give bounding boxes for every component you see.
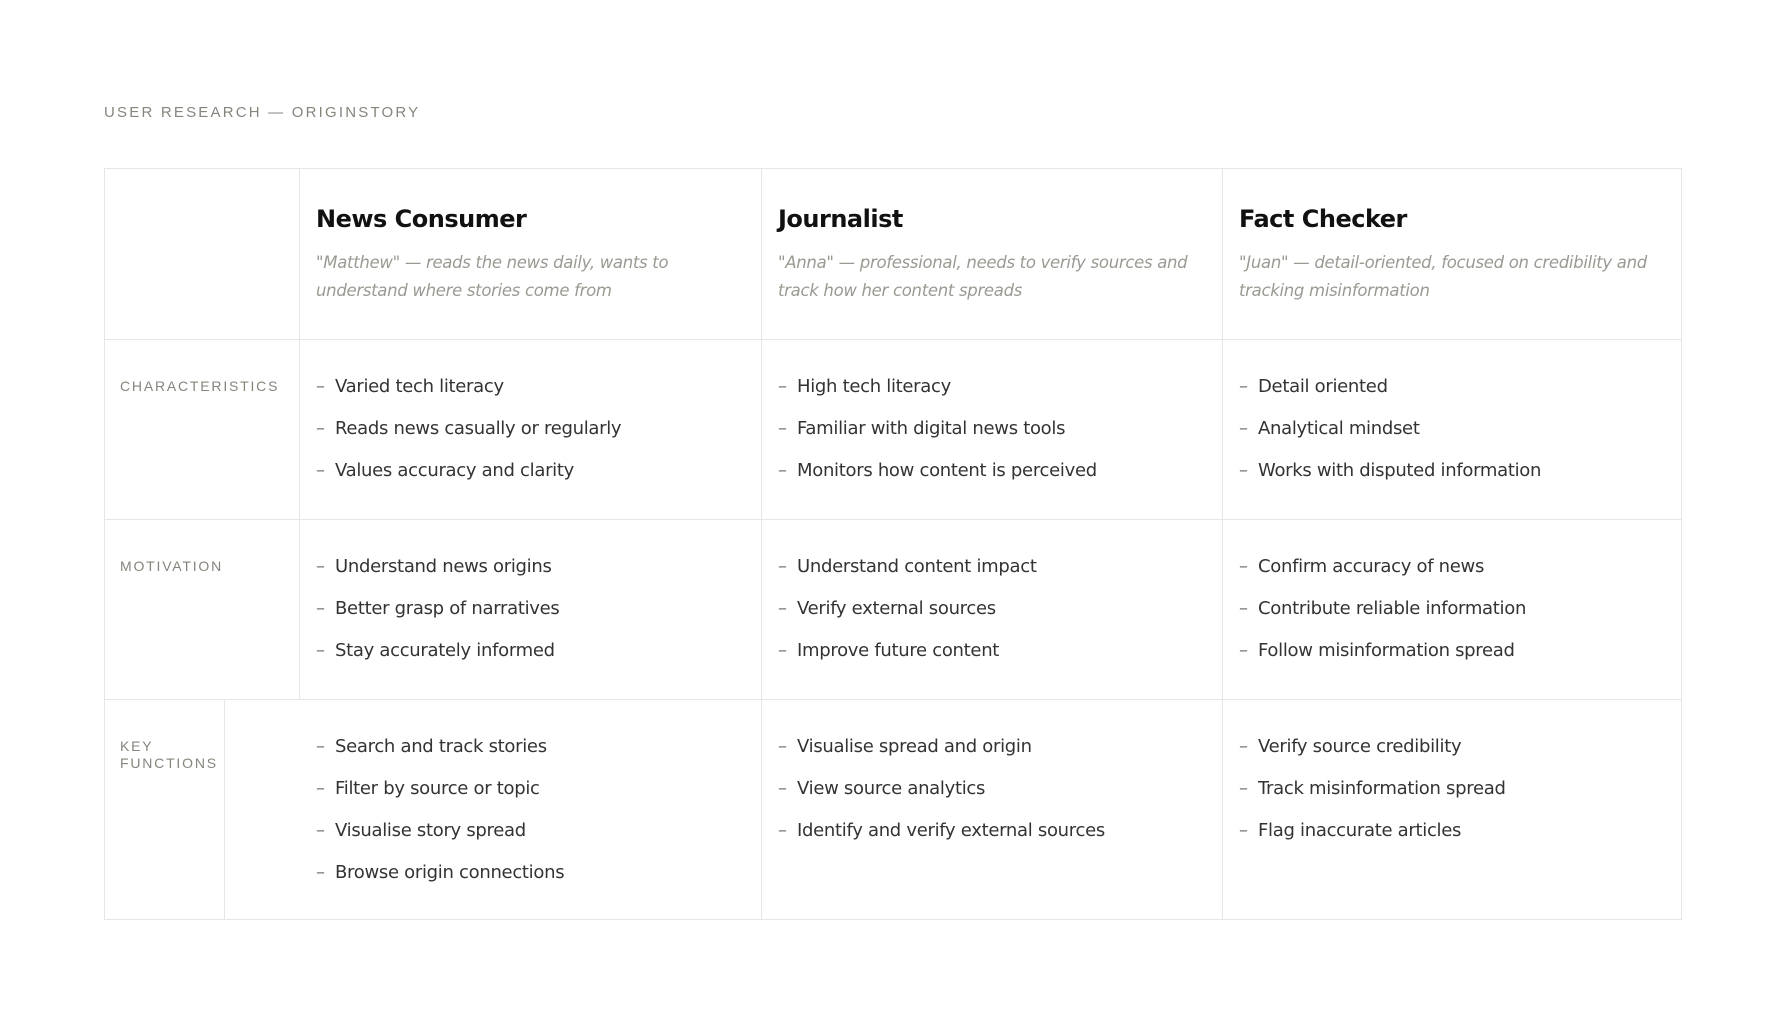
dash-bullet-icon: – bbox=[1239, 598, 1248, 619]
dash-bullet-icon: – bbox=[1239, 460, 1248, 481]
dash-bullet-icon: – bbox=[316, 460, 325, 481]
dash-bullet-icon: – bbox=[316, 736, 325, 757]
cell-motivation-journalist bbox=[762, 520, 1223, 700]
list-item-text: Confirm accuracy of news bbox=[1258, 556, 1485, 577]
list-item bbox=[316, 862, 745, 884]
dash-bullet-icon: – bbox=[778, 598, 787, 619]
list-item bbox=[316, 376, 745, 398]
cell-characteristics-fact-checker bbox=[1223, 340, 1681, 520]
list-item-text: Verify external sources bbox=[797, 598, 996, 619]
list-item bbox=[1239, 418, 1665, 440]
list-item bbox=[1239, 778, 1665, 800]
list-item-text: Improve future content bbox=[797, 640, 1000, 661]
dash-bullet-icon: – bbox=[1239, 820, 1248, 841]
cell-characteristics-journalist bbox=[762, 340, 1223, 520]
persona-description: "Juan" — detail-oriented, focused on credibility and tracking misinformation bbox=[1239, 253, 1647, 300]
list-item bbox=[1239, 820, 1665, 842]
list-item-text: Familiar with digital news tools bbox=[797, 418, 1066, 439]
list-item bbox=[316, 418, 745, 440]
list-item bbox=[316, 820, 745, 842]
persona-header-journalist bbox=[762, 169, 1223, 340]
dash-bullet-icon: – bbox=[778, 778, 787, 799]
dash-bullet-icon: – bbox=[778, 736, 787, 757]
list-item bbox=[316, 736, 745, 758]
list-item bbox=[778, 820, 1206, 842]
list-item-text: Understand news origins bbox=[335, 556, 552, 577]
cell-key-functions-fact-checker bbox=[1223, 700, 1681, 919]
list-item bbox=[1239, 736, 1665, 758]
list-item bbox=[778, 598, 1206, 620]
persona-description: "Matthew" — reads the news daily, wants to understand where stories come from bbox=[316, 253, 669, 300]
cell-key-functions-news-consumer bbox=[300, 700, 762, 919]
list-item-text: Detail oriented bbox=[1258, 376, 1388, 397]
row-label-text: KEY FUNCTIONS bbox=[120, 738, 218, 771]
list-item-text: Values accuracy and clarity bbox=[335, 460, 574, 481]
dash-bullet-icon: – bbox=[316, 778, 325, 799]
dash-bullet-icon: – bbox=[778, 820, 787, 841]
list-item-text: Stay accurately informed bbox=[335, 640, 555, 661]
list-item bbox=[1239, 460, 1665, 482]
list-item-text: Better grasp of narratives bbox=[335, 598, 560, 619]
list-item-text: High tech literacy bbox=[797, 376, 951, 397]
list-item-text: Verify source credibility bbox=[1258, 736, 1462, 757]
list-item bbox=[316, 556, 745, 578]
dash-bullet-icon: – bbox=[778, 460, 787, 481]
list-item-text: Visualise story spread bbox=[335, 820, 526, 841]
list-item bbox=[1239, 640, 1665, 662]
persona-title: Journalist bbox=[778, 205, 903, 233]
cell-motivation-news-consumer bbox=[300, 520, 762, 700]
list-item bbox=[316, 640, 745, 662]
persona-title: Fact Checker bbox=[1239, 205, 1407, 233]
empty-corner-cell bbox=[105, 169, 300, 340]
dash-bullet-icon: – bbox=[1239, 376, 1248, 397]
list-item bbox=[778, 556, 1206, 578]
list-item-text: Works with disputed information bbox=[1258, 460, 1542, 481]
list-item bbox=[778, 376, 1206, 398]
dash-bullet-icon: – bbox=[1239, 556, 1248, 577]
row-label-motivation: MOTIVATION bbox=[105, 520, 300, 700]
page-eyebrow: USER RESEARCH — ORIGINSTORY bbox=[104, 104, 421, 121]
list-item bbox=[316, 598, 745, 620]
list-item bbox=[778, 418, 1206, 440]
dash-bullet-icon: – bbox=[316, 418, 325, 439]
list-item-text: Analytical mindset bbox=[1258, 418, 1420, 439]
dash-bullet-icon: – bbox=[1239, 778, 1248, 799]
row-label-characteristics: CHARACTERISTICS bbox=[105, 340, 300, 520]
dash-bullet-icon: – bbox=[1239, 640, 1248, 661]
list-item-text: Flag inaccurate articles bbox=[1258, 820, 1462, 841]
list-item bbox=[778, 778, 1206, 800]
persona-header-fact-checker bbox=[1223, 169, 1681, 340]
cell-motivation-fact-checker bbox=[1223, 520, 1681, 700]
list-item-text: Understand content impact bbox=[797, 556, 1037, 577]
dash-bullet-icon: – bbox=[778, 556, 787, 577]
dash-bullet-icon: – bbox=[778, 418, 787, 439]
list-item-text: Search and track stories bbox=[335, 736, 547, 757]
persona-title: News Consumer bbox=[316, 205, 527, 233]
list-item bbox=[316, 778, 745, 800]
dash-bullet-icon: – bbox=[316, 556, 325, 577]
persona-table bbox=[104, 168, 1682, 920]
dash-bullet-icon: – bbox=[316, 640, 325, 661]
list-item bbox=[778, 640, 1206, 662]
list-item-text: Varied tech literacy bbox=[335, 376, 504, 397]
list-item bbox=[1239, 598, 1665, 620]
persona-description: "Anna" — professional, needs to verify sources and track how her content spreads bbox=[778, 253, 1188, 300]
list-item-text: Follow misinformation spread bbox=[1258, 640, 1515, 661]
list-item bbox=[1239, 376, 1665, 398]
list-item-text: Monitors how content is perceived bbox=[797, 460, 1097, 481]
dash-bullet-icon: – bbox=[316, 820, 325, 841]
list-item-text: Browse origin connections bbox=[335, 862, 565, 883]
cell-key-functions-journalist bbox=[762, 700, 1223, 919]
list-item-text: Contribute reliable information bbox=[1258, 598, 1527, 619]
list-item-text: View source analytics bbox=[797, 778, 986, 799]
list-item-text: Filter by source or topic bbox=[335, 778, 540, 799]
dash-bullet-icon: – bbox=[1239, 418, 1248, 439]
dash-bullet-icon: – bbox=[316, 862, 325, 883]
list-item bbox=[1239, 556, 1665, 578]
dash-bullet-icon: – bbox=[316, 598, 325, 619]
list-item bbox=[778, 460, 1206, 482]
list-item bbox=[316, 460, 745, 482]
dash-bullet-icon: – bbox=[1239, 736, 1248, 757]
row-label-key-functions bbox=[105, 700, 225, 919]
dash-bullet-icon: – bbox=[316, 376, 325, 397]
list-item-text: Visualise spread and origin bbox=[797, 736, 1032, 757]
dash-bullet-icon: – bbox=[778, 640, 787, 661]
persona-header-news-consumer bbox=[300, 169, 762, 340]
cell-characteristics-news-consumer bbox=[300, 340, 762, 520]
dash-bullet-icon: – bbox=[778, 376, 787, 397]
list-item-text: Identify and verify external sources bbox=[797, 820, 1105, 841]
list-item bbox=[778, 736, 1206, 758]
list-item-text: Reads news casually or regularly bbox=[335, 418, 622, 439]
list-item-text: Track misinformation spread bbox=[1258, 778, 1506, 799]
